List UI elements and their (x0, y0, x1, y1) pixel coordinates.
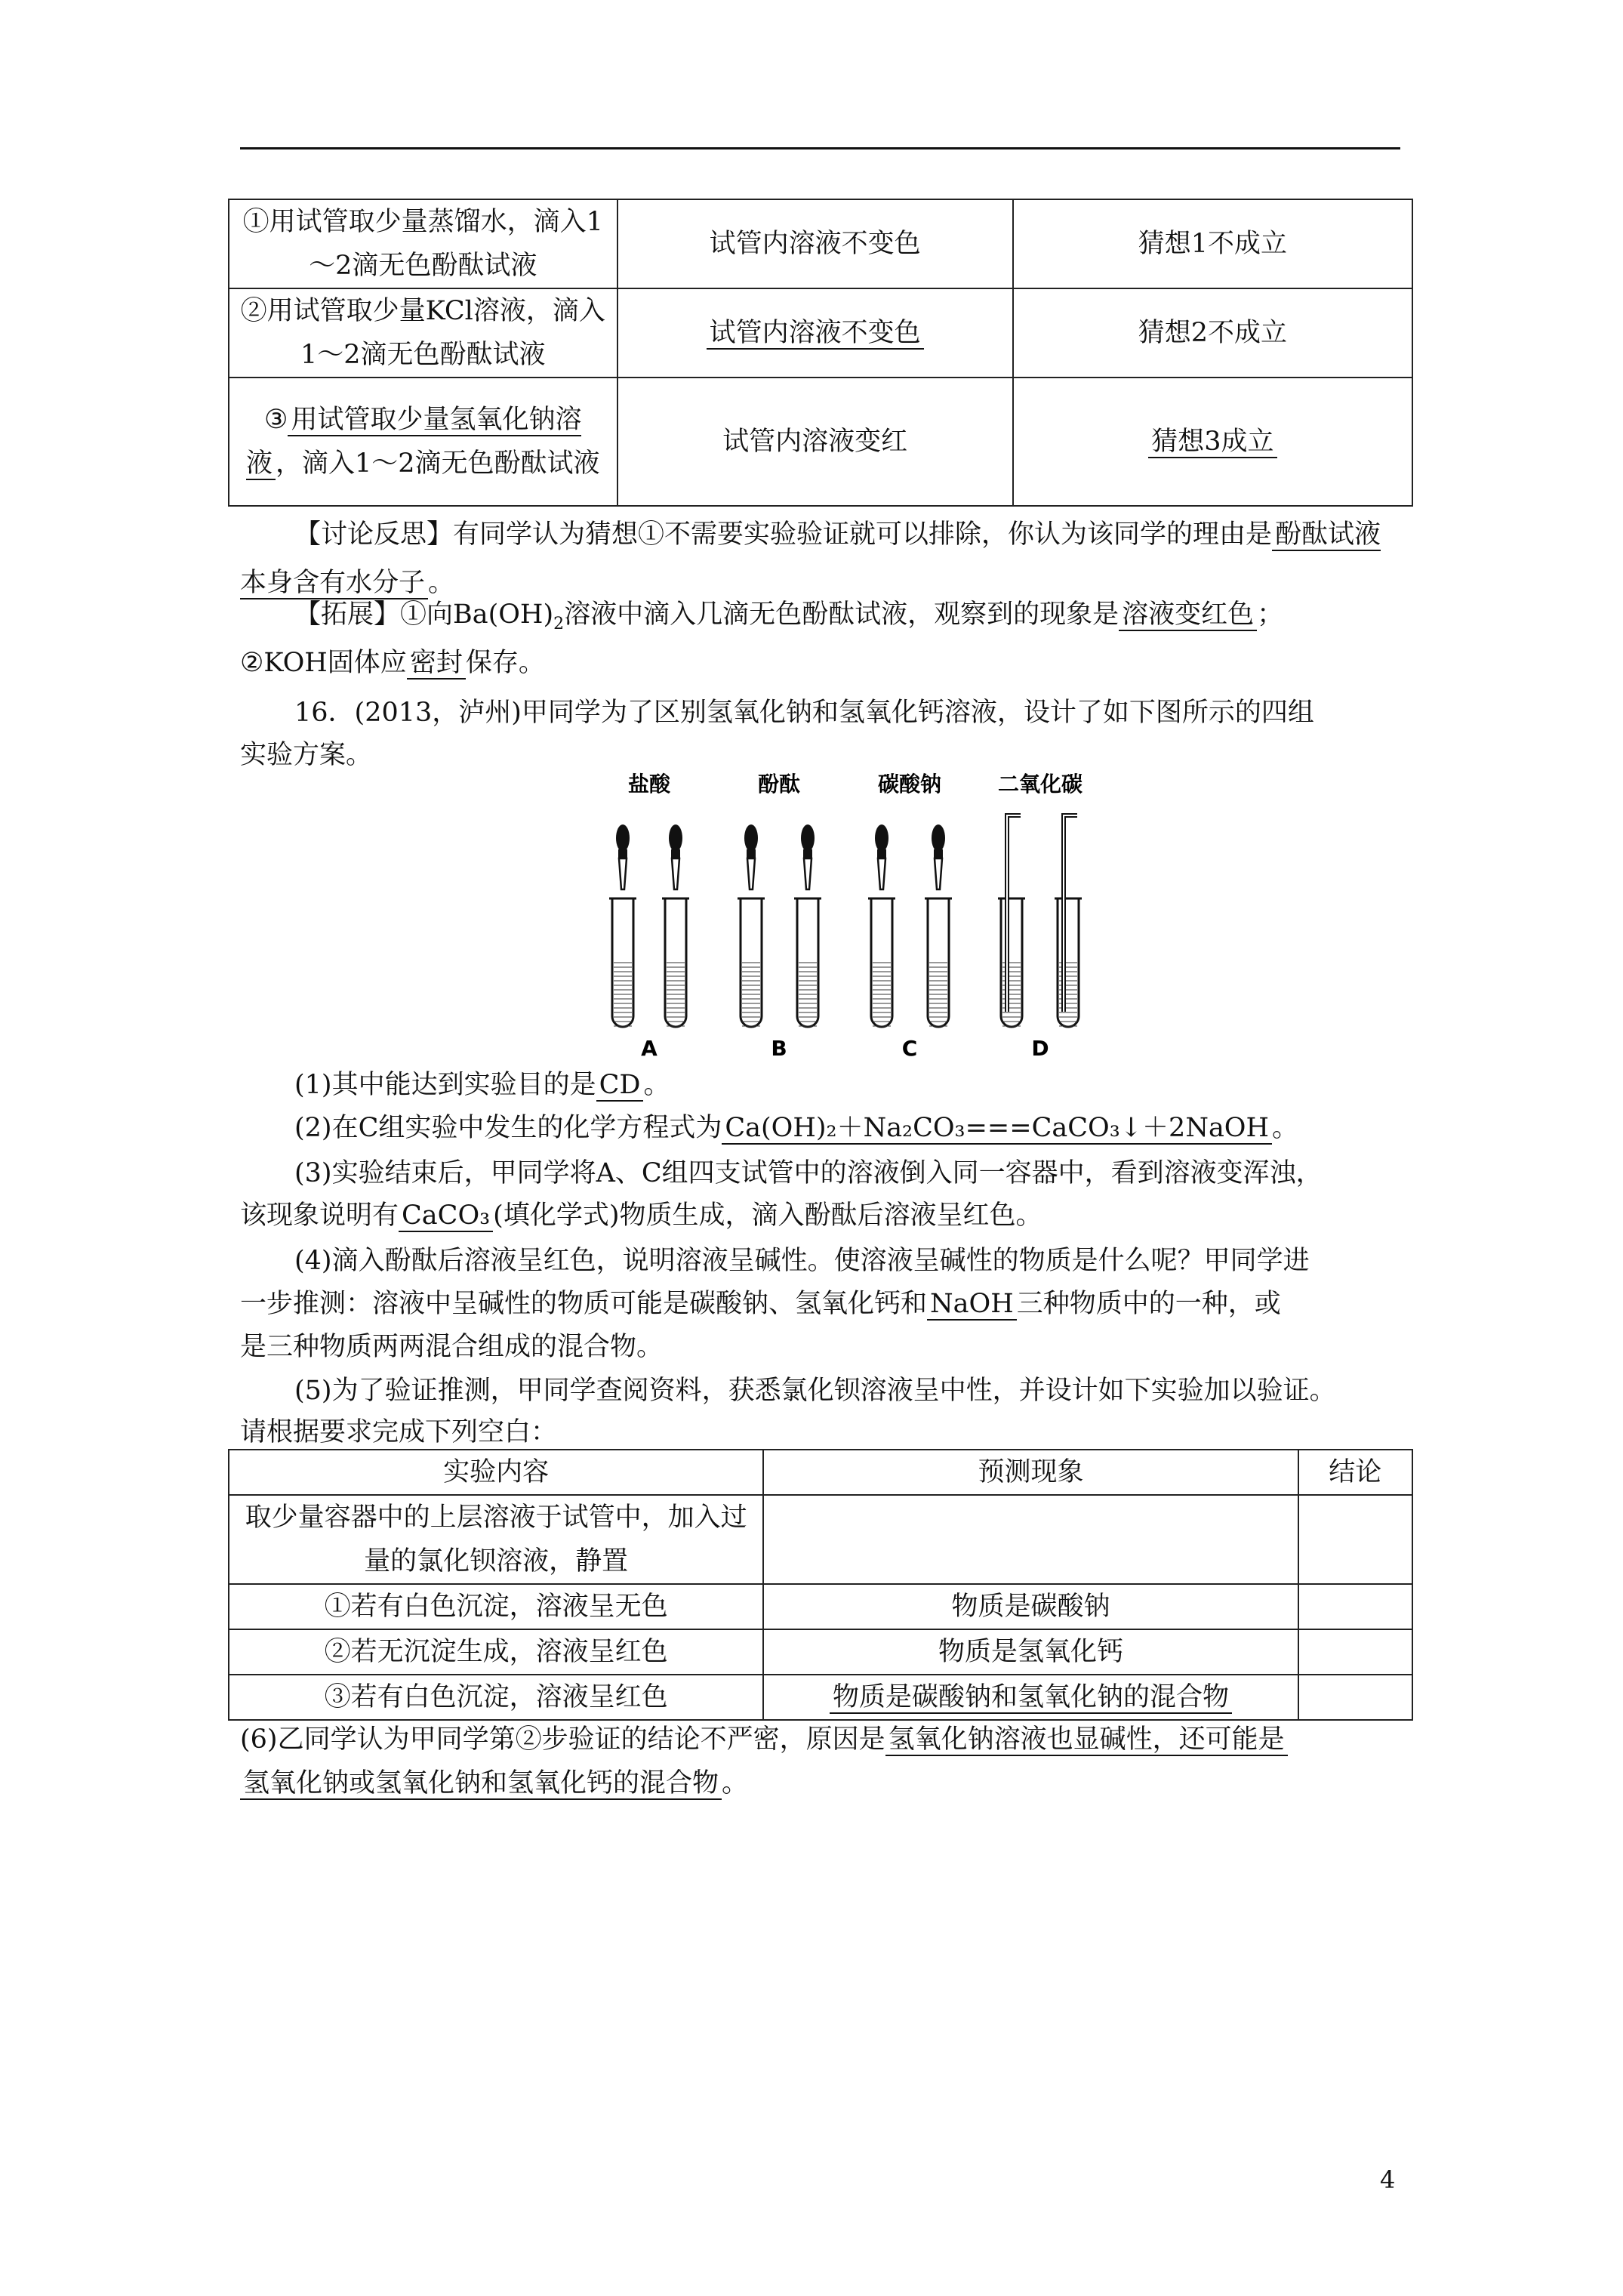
table-cell-content: ②若无沉淀生成，溶液呈红色 (229, 1629, 763, 1675)
table-cell-conclusion (1298, 1675, 1412, 1720)
group-labels (641, 1036, 1049, 1061)
dropper-collar (803, 849, 812, 858)
table-row (229, 1495, 1412, 1584)
table-cell-conclusion (1298, 1584, 1412, 1629)
dropper-collar (747, 849, 756, 858)
table-cell-phenomenon: 试管内溶液不变色 (617, 199, 1013, 288)
dropper-tip (804, 858, 812, 889)
experiment-table-1 (228, 199, 1413, 507)
table-cell-result (763, 1495, 1298, 1584)
answer-blank: 用试管取少量氢氧化钠溶液 (245, 405, 582, 479)
question-16-part-1: (1)其中能达到实验目的是 CD 。 (294, 1070, 670, 1100)
dropper-collar (934, 849, 943, 858)
table-cell-result: 物质是氢氧化钙 (763, 1629, 1298, 1675)
answer-blank: CaCO₃ (399, 1200, 493, 1232)
dropper-tip (747, 858, 755, 889)
table-row (229, 1675, 1412, 1720)
question-16-part-5: (5)为了验证推测，甲同学查阅资料，获悉氯化钡溶液呈中性，并设计如下实验加以验证。 (294, 1376, 1336, 1406)
question-16-part-4-line-3: 是三种物质两两混合组成的混合物。 (240, 1332, 664, 1362)
dropper-bulb (801, 824, 815, 852)
table-row (229, 1629, 1412, 1675)
table-row (229, 199, 1412, 288)
question-16-part-4: (4)滴入酚酞后溶液呈红色，说明溶液呈碱性。使溶液呈碱性的物质是什么呢？甲同学进 (294, 1246, 1310, 1276)
question-16-part-5-line-2: 请根据要求完成下列空白： (240, 1417, 558, 1447)
reagent-label: 盐酸 (627, 772, 671, 797)
table-cell-step: ③ 用试管取少量氢氧化钠溶液 ，滴入1～2滴无色酚酞试液 (229, 378, 617, 506)
table-cell-step: ②用试管取少量KCl溶液，滴入1～2滴无色酚酞试液 (229, 288, 617, 378)
question-16-intro: 16．(2013，泸州)甲同学为了区别氢氧化钠和氢氧化钙溶液，设计了如下图所示的四组 (294, 698, 1314, 728)
table-cell-conclusion (1298, 1629, 1412, 1675)
dropper-collar (671, 849, 680, 858)
question-16-part-6-line-2: 氢氧化钠或氢氧化钠和氢氧化钙的混合物 。 (240, 1759, 748, 1808)
reagent-label: 二氧化碳 (997, 772, 1083, 797)
table-cell-conclusion: 猜想2不成立 (1013, 288, 1412, 378)
answer-blank: NaOH (927, 1289, 1017, 1321)
table-cell-content: 取少量容器中的上层溶液于试管中，加入过量的氯化钡溶液，静置 (229, 1495, 763, 1584)
experiment-table-2 (228, 1449, 1413, 1721)
dropper-collar (618, 849, 627, 858)
answer-blank: 氢氧化钠或氢氧化钠和氢氧化钙的混合物 (240, 1768, 722, 1800)
answer-blank: 试管内溶液不变色 (707, 318, 924, 350)
reagent-label: 酚酞 (757, 772, 801, 797)
table-row (229, 378, 1412, 506)
table-row (229, 288, 1412, 378)
column-header: 结论 (1298, 1450, 1412, 1495)
column-header: 预测现象 (763, 1450, 1298, 1495)
group-label: D (1031, 1036, 1049, 1061)
table-cell-result: 物质是碳酸钠 (763, 1584, 1298, 1629)
dropper-collar (877, 849, 886, 858)
answer-blank: Ca(OH)₂＋Na₂CO₃===CaCO₃↓＋2NaOH (722, 1113, 1272, 1145)
table-cell-phenomenon: 试管内溶液变红 (617, 378, 1013, 506)
question-16-part-6: (6)乙同学认为甲同学第②步验证的结论不严密，原因是 氢氧化钠溶液也显碱性，还可能是 (240, 1715, 1288, 1764)
question-16-part-2: (2)在C组实验中发生的化学方程式为 Ca(OH)₂＋Na₂CO₃===CaCO₃↓＋2NaOH 。 (294, 1113, 1299, 1143)
group-label: B (771, 1036, 787, 1061)
header-rule (240, 147, 1400, 149)
gas-delivery-tube (1064, 815, 1077, 1012)
gas-delivery-tube (1007, 815, 1021, 1012)
answer-blank: 密封 (407, 648, 466, 680)
table-cell-conclusion (1298, 1495, 1412, 1584)
reagent-labels (628, 772, 1083, 797)
extension-line-2: ②KOH固体应 密封 保存。 (240, 648, 545, 678)
question-16-intro-2: 实验方案。 (240, 740, 373, 770)
answer-blank: 物质是碳酸钠和氢氧化钠的混合物 (830, 1682, 1232, 1714)
discussion-paragraph: 【讨论反思】有同学认为猜想①不需要实验验证就可以排除，你认为该同学的理由是 酚酞试液本身含有水分子 。 (240, 519, 1381, 598)
table-row (229, 1584, 1412, 1629)
dropper-bulb (744, 824, 758, 852)
answer-blank: CD (596, 1070, 644, 1102)
dropper-tip (935, 858, 942, 889)
dropper-tip (672, 858, 679, 889)
group-label: C (901, 1036, 918, 1061)
extension-line-1: 【拓展】①向$Ba(OH)_2$溶液中滴入几滴无色酚酞试液，观察到的现象是 溶液变红色 ； (294, 599, 1284, 633)
table-cell-conclusion (1013, 378, 1412, 506)
test-tube-figure (604, 770, 1102, 1065)
table-cell-result (763, 1675, 1298, 1720)
dropper-bulb (616, 824, 630, 852)
page-number: 4 (1380, 2165, 1396, 2194)
group-label: A (641, 1036, 658, 1061)
reagent-label: 碳酸钠 (877, 772, 942, 797)
test-tubes (609, 815, 1082, 1027)
table-cell-phenomenon (617, 288, 1013, 378)
question-16-part-3: (3)实验结束后，甲同学将A、C组四支试管中的溶液倒入同一容器中，看到溶液变浑浊， (294, 1158, 1323, 1188)
dropper-tip (619, 858, 627, 889)
dropper-tip (878, 858, 885, 889)
dropper-bulb (669, 824, 682, 852)
dropper-bulb (875, 824, 888, 852)
table-cell-content: ③若有白色沉淀，溶液呈红色 (229, 1675, 763, 1720)
answer-blank: 酚酞试液本身含有水分子 (240, 519, 1381, 598)
dropper-bulb (932, 824, 945, 852)
answer-blank: 溶液变红色 (1119, 599, 1257, 631)
column-header: 实验内容 (229, 1450, 763, 1495)
question-16-part-3-line-2: 该现象说明有 CaCO₃ (填化学式)物质生成，滴入酚酞后溶液呈红色。 (240, 1200, 1042, 1231)
table-cell-step: ①用试管取少量蒸馏水，滴入1～2滴无色酚酞试液 (229, 199, 617, 288)
answer-blank: 猜想3成立 (1148, 427, 1277, 458)
question-16-part-4-line-2: 一步推测：溶液中呈碱性的物质可能是碳酸钠、氢氧化钙和 NaOH 三种物质中的一种，或 (240, 1289, 1281, 1319)
table-header-row (229, 1450, 1412, 1495)
answer-blank: 氢氧化钠溶液也显碱性，还可能是 (885, 1724, 1288, 1756)
table-cell-content: ①若有白色沉淀，溶液呈无色 (229, 1584, 763, 1629)
table-cell-conclusion: 猜想1不成立 (1013, 199, 1412, 288)
